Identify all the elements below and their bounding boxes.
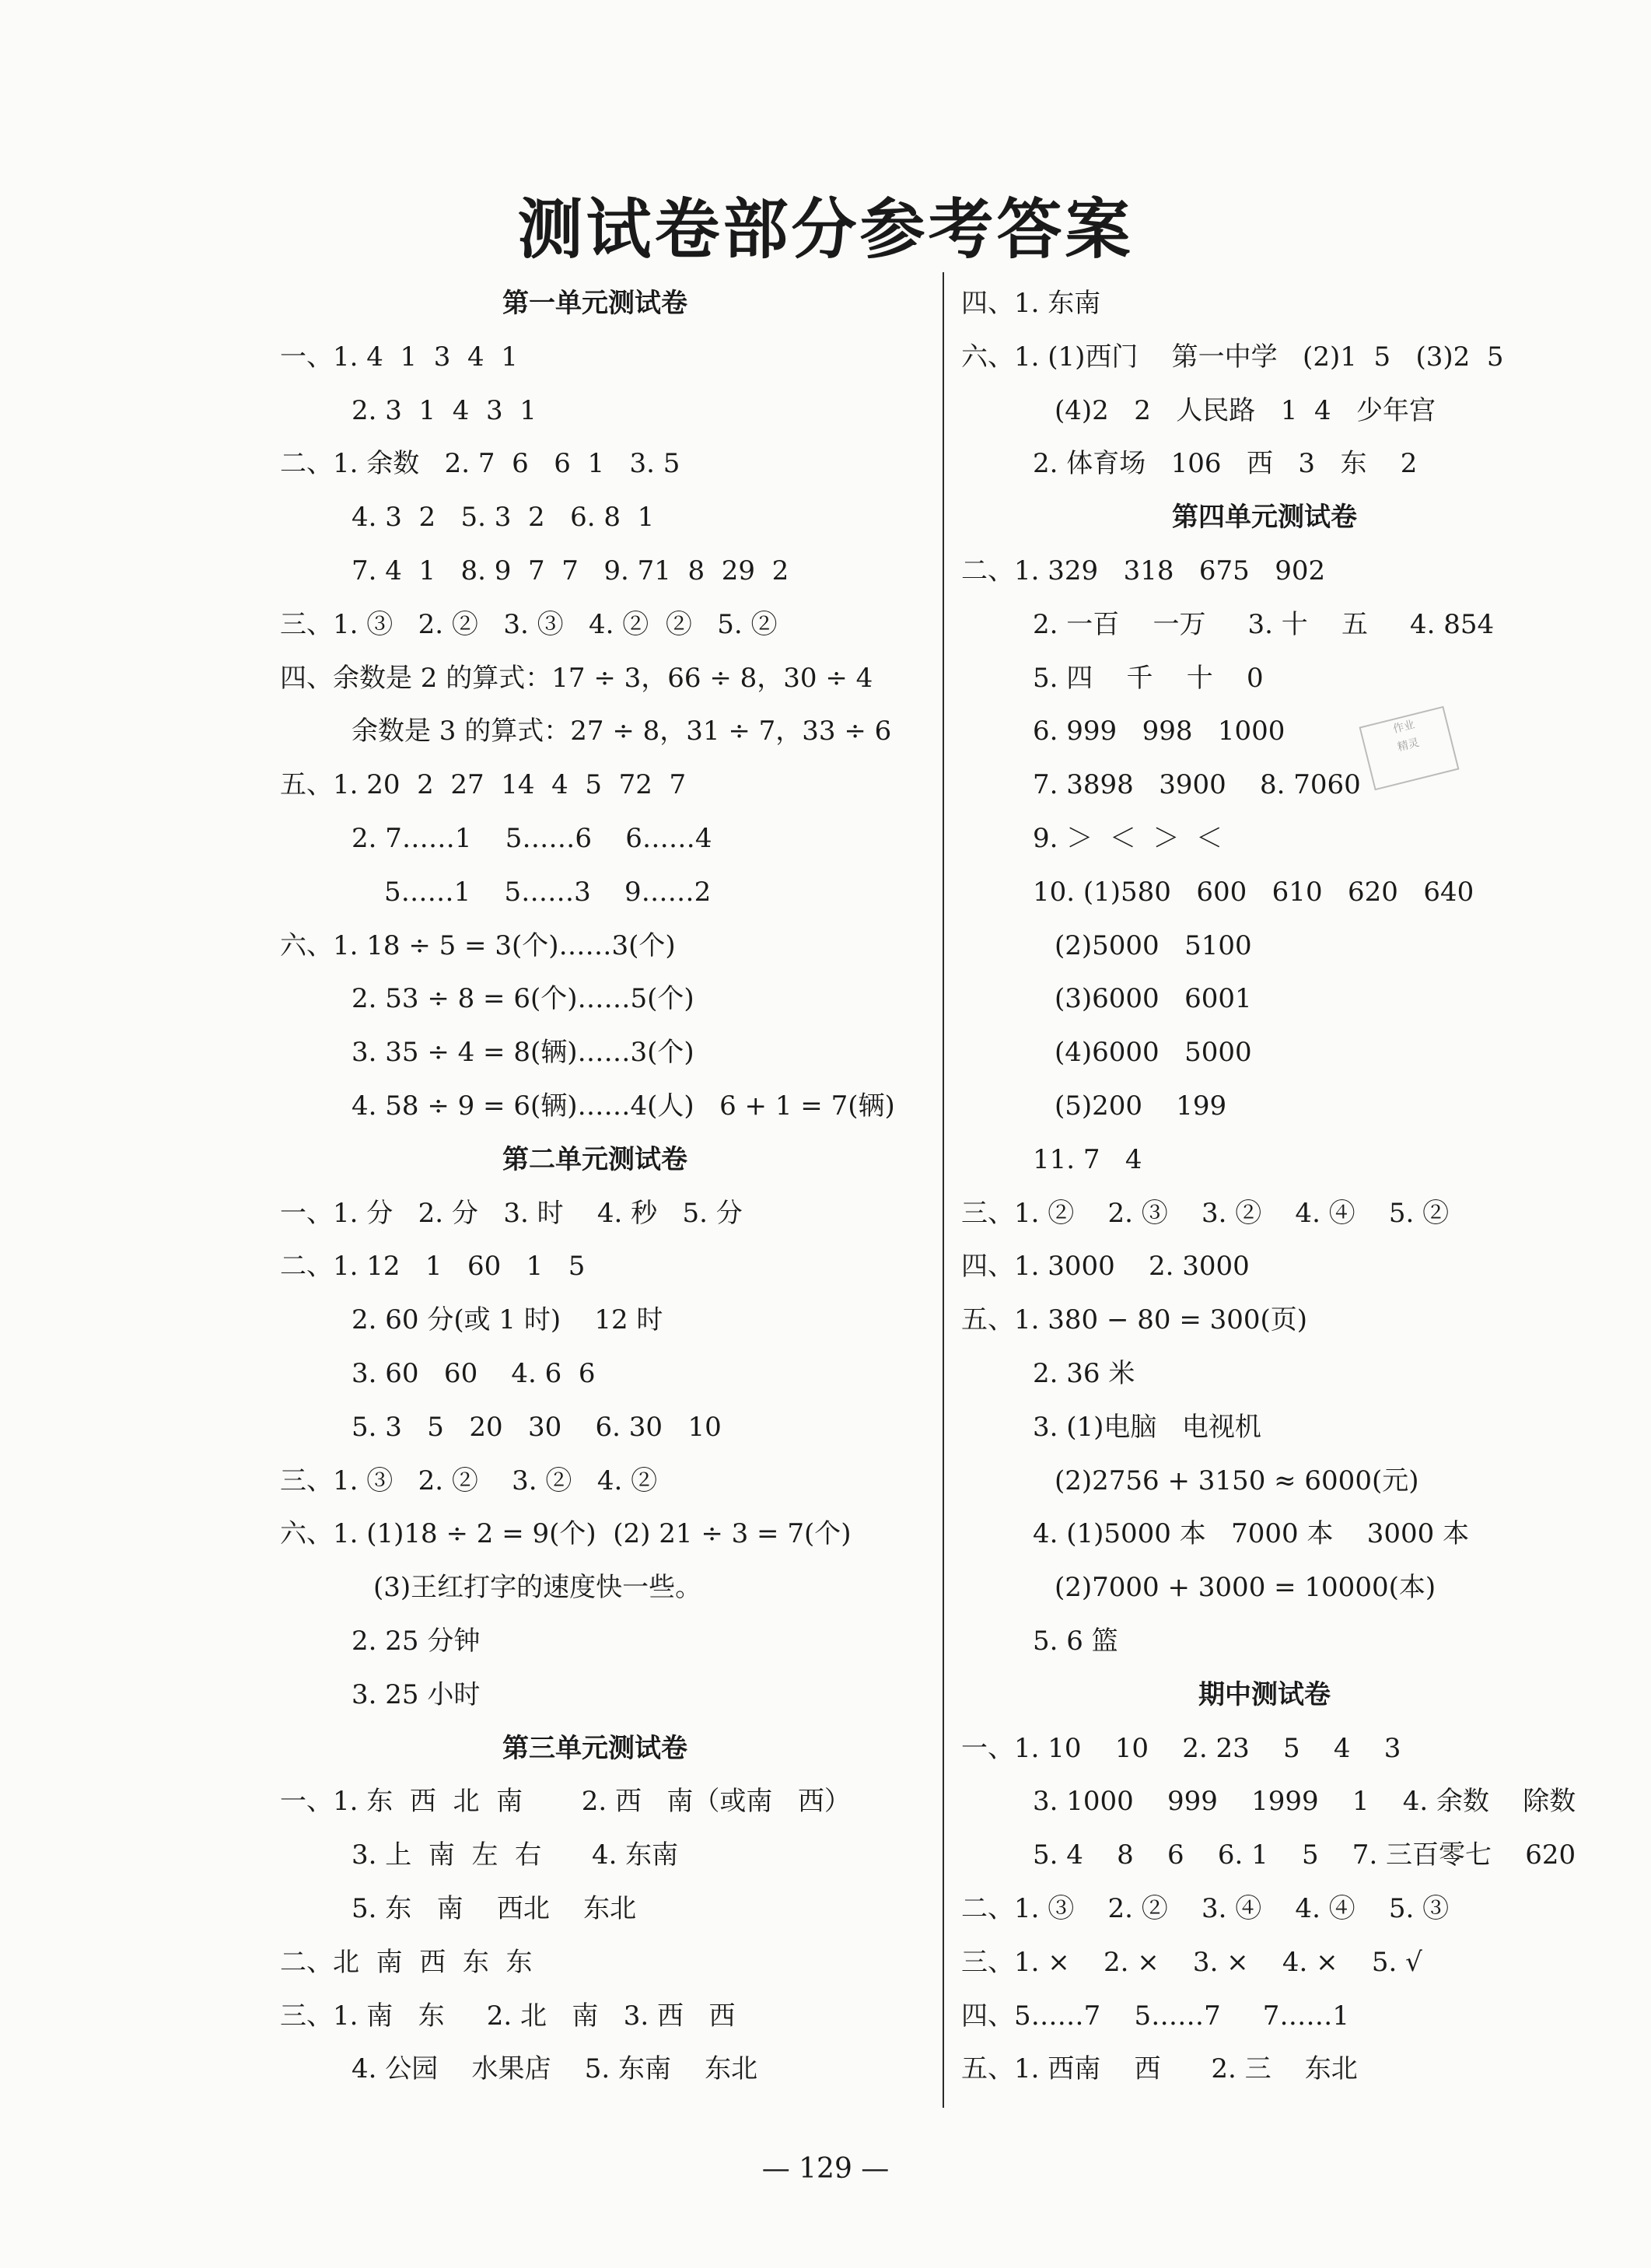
answer-line: 四、余数是 2 的算式：17 ÷ 3，66 ÷ 8，30 ÷ 4 bbox=[280, 662, 873, 694]
answer-line: 余数是 3 的算式：27 ÷ 8，31 ÷ 7，33 ÷ 6 bbox=[352, 716, 892, 747]
answer-line: 六、1. (1)西门 第一中学 (2)1 5 (3)2 5 bbox=[961, 341, 1504, 373]
section-heading: 第四单元测试卷 bbox=[1172, 502, 1357, 534]
answer-line: 三、1. ② 2. ③ 3. ② 4. ④ 5. ② bbox=[961, 1197, 1450, 1229]
section-heading: 期中测试卷 bbox=[1198, 1678, 1331, 1710]
answer-line: 3. 25 小时 bbox=[352, 1678, 481, 1710]
answer-line: 2. 3 1 4 3 1 bbox=[352, 394, 537, 426]
answer-line: 11. 7 4 bbox=[1033, 1143, 1142, 1175]
answer-line: 3. (1)电脑 电视机 bbox=[1033, 1411, 1261, 1443]
section-heading: 第三单元测试卷 bbox=[502, 1732, 687, 1764]
section-heading: 第二单元测试卷 bbox=[502, 1143, 687, 1175]
answer-line: 四、1. 3000 2. 3000 bbox=[961, 1251, 1250, 1283]
answer-line: 4. (1)5000 本 7000 本 3000 本 bbox=[1033, 1518, 1470, 1550]
answer-line: 4. 公园 水果店 5. 东南 东北 bbox=[352, 2053, 758, 2085]
answer-line: 二、1. 12 1 60 1 5 bbox=[280, 1251, 586, 1283]
answer-line: 六、1. (1)18 ÷ 2 = 9(个) (2) 21 ÷ 3 = 7(个) bbox=[280, 1518, 852, 1550]
answer-line: 2. 7……1 5……6 6……4 bbox=[352, 822, 712, 854]
answer-line: (3)王红打字的速度快一些。 bbox=[373, 1572, 702, 1604]
answer-line: 2. 53 ÷ 8 = 6(个)……5(个) bbox=[352, 983, 694, 1015]
answer-line: 2. 25 分钟 bbox=[352, 1625, 481, 1657]
answer-line: 3. 35 ÷ 4 = 8(辆)……3(个) bbox=[352, 1037, 694, 1069]
answer-line: 二、1. ③ 2. ② 3. ④ 4. ④ 5. ③ bbox=[961, 1892, 1450, 1924]
answer-line: 二、1. 余数 2. 7 6 6 1 3. 5 bbox=[280, 448, 680, 480]
answer-line: 六、1. 18 ÷ 5 = 3(个)……3(个) bbox=[280, 929, 676, 961]
answer-line: 3. 1000 999 1999 1 4. 余数 除数 bbox=[1033, 1786, 1576, 1818]
answer-line: 5. 东 南 西北 东北 bbox=[352, 1892, 637, 1924]
answer-line: (2)2756 + 3150 ≈ 6000(元) bbox=[1055, 1465, 1419, 1496]
answer-line: 2. 体育场 106 西 3 东 2 bbox=[1033, 448, 1418, 480]
answer-line: (5)200 199 bbox=[1055, 1090, 1227, 1122]
answer-line: 10. (1)580 600 610 620 640 bbox=[1033, 876, 1474, 908]
answer-line: (2)5000 5100 bbox=[1055, 929, 1252, 961]
page-number: — 129 — bbox=[761, 2153, 890, 2185]
section-heading: 第一单元测试卷 bbox=[502, 288, 687, 319]
answer-line: 一、1. 分 2. 分 3. 时 4. 秒 5. 分 bbox=[280, 1197, 743, 1229]
answer-line: 6. 999 998 1000 bbox=[1033, 716, 1285, 747]
answer-line: (3)6000 6001 bbox=[1055, 983, 1252, 1015]
right-answer-column bbox=[961, 277, 1576, 2096]
answer-line: 9. ＞ ＜ ＞ ＜ bbox=[1033, 822, 1223, 854]
answer-line: 5. 3 5 20 30 6. 30 10 bbox=[352, 1411, 722, 1443]
answer-line: 一、1. 东 西 北 南 2. 西 南（或南 西） bbox=[280, 1786, 851, 1818]
column-divider bbox=[943, 272, 944, 2108]
answer-line: 二、1. 329 318 675 902 bbox=[961, 555, 1326, 586]
answer-line: 3. 60 60 4. 6 6 bbox=[352, 1357, 596, 1389]
answer-line: (4)2 2 人民路 1 4 少年宫 bbox=[1055, 394, 1436, 426]
answer-line: 5……1 5……3 9……2 bbox=[384, 876, 712, 908]
answer-line: 五、1. 380 − 80 = 300(页) bbox=[961, 1304, 1308, 1336]
answer-line: 三、1. ③ 2. ② 3. ② 4. ② bbox=[280, 1465, 658, 1496]
answer-line: 三、1. ③ 2. ② 3. ③ 4. ② ② 5. ② bbox=[280, 608, 778, 640]
answer-line: 四、1. 东南 bbox=[961, 288, 1101, 319]
answer-line: 2. 一百 一万 3. 十 五 4. 854 bbox=[1033, 608, 1495, 640]
page-title: 测试卷部分参考答案 bbox=[517, 191, 1134, 268]
answer-line: 4. 3 2 5. 3 2 6. 8 1 bbox=[352, 502, 655, 534]
answer-line: (2)7000 + 3000 = 10000(本) bbox=[1055, 1572, 1436, 1604]
answer-line: 一、1. 4 1 3 4 1 bbox=[280, 341, 518, 373]
answer-line: 三、1. 南 东 2. 北 南 3. 西 西 bbox=[280, 2000, 736, 2032]
stamp-icon: 作业 精灵 bbox=[1359, 706, 1460, 791]
answer-line: (4)6000 5000 bbox=[1055, 1037, 1252, 1069]
answer-line: 一、1. 10 10 2. 23 5 4 3 bbox=[961, 1732, 1401, 1764]
left-answer-column bbox=[280, 277, 910, 2096]
answer-line: 4. 58 ÷ 9 = 6(辆)……4(人) 6 + 1 = 7(辆) bbox=[352, 1090, 895, 1122]
answer-line: 2. 60 分(或 1 时) 12 时 bbox=[352, 1304, 663, 1336]
answer-line: 2. 36 米 bbox=[1033, 1357, 1135, 1389]
answer-line: 3. 上 南 左 右 4. 东南 bbox=[352, 1839, 679, 1871]
answer-line: 5. 4 8 6 6. 1 5 7. 三百零七 620 bbox=[1033, 1839, 1576, 1871]
answer-line: 五、1. 20 2 27 14 4 5 72 7 bbox=[280, 769, 687, 801]
answer-line: 二、北 南 西 东 东 bbox=[280, 1946, 533, 1978]
answer-line: 5. 四 千 十 0 bbox=[1033, 662, 1264, 694]
answer-line: 7. 3898 3900 8. 7060 bbox=[1033, 769, 1361, 801]
answer-line: 五、1. 西南 西 2. 三 东北 bbox=[961, 2053, 1358, 2085]
answer-line: 四、5……7 5……7 7……1 bbox=[961, 2000, 1350, 2032]
answer-line: 三、1. × 2. × 3. × 4. × 5. √ bbox=[961, 1946, 1422, 1978]
answer-line: 5. 6 篮 bbox=[1033, 1625, 1118, 1657]
answer-line: 7. 4 1 8. 9 7 7 9. 71 8 29 2 bbox=[352, 555, 789, 586]
